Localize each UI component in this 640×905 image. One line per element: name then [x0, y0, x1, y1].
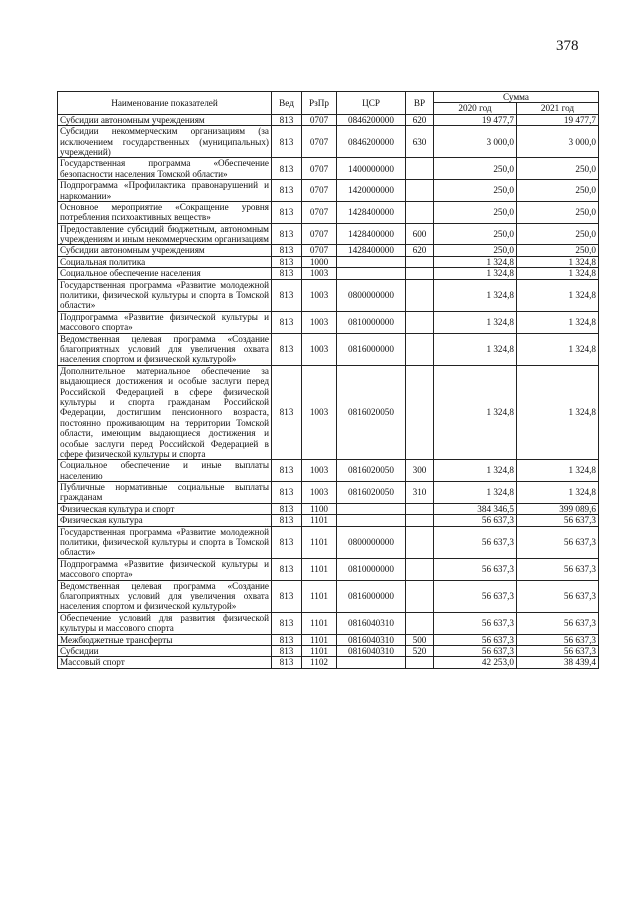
cell-csr: 0816020050 [337, 482, 406, 504]
header-vr: ВР [406, 92, 434, 115]
cell-name: Массовый спорт [58, 657, 272, 668]
cell-amount-2020: 250,0 [434, 201, 517, 223]
cell-name: Подпрограмма «Развитие физической культуры и массового спорта» [58, 558, 272, 580]
cell-amount-2021: 250,0 [517, 201, 599, 223]
cell-ved: 813 [272, 580, 302, 612]
table-row [58, 612, 599, 634]
table-row [58, 245, 599, 256]
cell-rzpr: 0707 [302, 223, 337, 245]
cell-rzpr: 0707 [302, 158, 337, 180]
cell-amount-2021: 56 637,3 [517, 515, 599, 526]
cell-ved: 813 [272, 126, 302, 158]
cell-vr [406, 279, 434, 311]
cell-csr [337, 268, 406, 279]
cell-ved: 813 [272, 201, 302, 223]
cell-ved: 813 [272, 279, 302, 311]
cell-vr [406, 580, 434, 612]
cell-amount-2020: 1 324,8 [434, 365, 517, 460]
cell-name: Подпрограмма «Профилактика правонарушений и наркомании» [58, 180, 272, 202]
cell-amount-2020: 56 637,3 [434, 515, 517, 526]
cell-ved: 813 [272, 558, 302, 580]
cell-ved: 813 [272, 180, 302, 202]
cell-amount-2020: 1 324,8 [434, 256, 517, 267]
cell-amount-2021: 19 477,7 [517, 114, 599, 125]
cell-ved: 813 [272, 612, 302, 634]
cell-vr [406, 333, 434, 365]
cell-rzpr: 1003 [302, 333, 337, 365]
cell-amount-2020: 56 637,3 [434, 612, 517, 634]
cell-rzpr: 1102 [302, 657, 337, 668]
cell-vr [406, 612, 434, 634]
cell-rzpr: 1101 [302, 515, 337, 526]
table-row [58, 657, 599, 668]
cell-rzpr: 1000 [302, 256, 337, 267]
cell-rzpr: 0707 [302, 245, 337, 256]
cell-csr: 0846200000 [337, 126, 406, 158]
header-year-2021: 2021 год [517, 103, 599, 114]
cell-amount-2020: 250,0 [434, 245, 517, 256]
table-row [58, 180, 599, 202]
cell-amount-2020: 56 637,3 [434, 558, 517, 580]
cell-vr: 620 [406, 245, 434, 256]
cell-csr [337, 503, 406, 514]
cell-amount-2021: 1 324,8 [517, 279, 599, 311]
cell-ved: 813 [272, 460, 302, 482]
cell-vr [406, 558, 434, 580]
header-csr: ЦСР [337, 92, 406, 115]
cell-ved: 813 [272, 515, 302, 526]
cell-amount-2020: 1 324,8 [434, 482, 517, 504]
cell-ved: 813 [272, 657, 302, 668]
cell-csr: 1420000000 [337, 180, 406, 202]
cell-rzpr: 1101 [302, 612, 337, 634]
table-row [58, 311, 599, 333]
cell-amount-2020: 42 253,0 [434, 657, 517, 668]
header-name: Наименование показателей [58, 92, 272, 115]
cell-rzpr: 1101 [302, 580, 337, 612]
cell-name: Государственная программа «Развитие молодежной политики, физической культуры и спорта в Томской области» [58, 526, 272, 558]
cell-rzpr: 1003 [302, 268, 337, 279]
cell-rzpr: 1003 [302, 311, 337, 333]
header-sum: Сумма [434, 92, 599, 103]
cell-amount-2021: 250,0 [517, 223, 599, 245]
cell-amount-2021: 1 324,8 [517, 365, 599, 460]
cell-amount-2021: 1 324,8 [517, 311, 599, 333]
cell-vr [406, 515, 434, 526]
table-row [58, 558, 599, 580]
cell-name: Публичные нормативные социальные выплаты гражданам [58, 482, 272, 504]
cell-rzpr: 1101 [302, 634, 337, 645]
cell-csr: 0816040310 [337, 612, 406, 634]
cell-name: Социальное обеспечение и иные выплаты населению [58, 460, 272, 482]
cell-rzpr: 1101 [302, 526, 337, 558]
table-row [58, 268, 599, 279]
table-row [58, 482, 599, 504]
cell-csr: 0810000000 [337, 311, 406, 333]
cell-ved: 813 [272, 482, 302, 504]
cell-amount-2020: 250,0 [434, 223, 517, 245]
cell-vr [406, 180, 434, 202]
cell-ved: 813 [272, 526, 302, 558]
cell-rzpr: 0707 [302, 126, 337, 158]
cell-amount-2021: 56 637,3 [517, 645, 599, 656]
cell-amount-2021: 250,0 [517, 245, 599, 256]
cell-rzpr: 1003 [302, 279, 337, 311]
cell-vr: 600 [406, 223, 434, 245]
cell-csr: 0816000000 [337, 580, 406, 612]
header-ved: Вед [272, 92, 302, 115]
cell-csr: 0816040310 [337, 634, 406, 645]
cell-amount-2020: 19 477,7 [434, 114, 517, 125]
cell-name: Ведомственная целевая программа «Создание благоприятных условий для увеличения охвата населения спортом и физической культурой» [58, 580, 272, 612]
cell-vr [406, 311, 434, 333]
cell-csr: 1428400000 [337, 223, 406, 245]
cell-amount-2020: 1 324,8 [434, 460, 517, 482]
cell-csr: 0816020050 [337, 365, 406, 460]
cell-name: Социальное обеспечение населения [58, 268, 272, 279]
cell-csr: 0810000000 [337, 558, 406, 580]
cell-csr: 0816000000 [337, 333, 406, 365]
cell-name: Основное мероприятие «Сокращение уровня потребления психоактивных веществ» [58, 201, 272, 223]
cell-name: Субсидии автономным учреждениям [58, 114, 272, 125]
cell-amount-2021: 3 000,0 [517, 126, 599, 158]
cell-name: Государственная программа «Обеспечение безопасности населения Томской области» [58, 158, 272, 180]
table-row [58, 365, 599, 460]
table-row [58, 634, 599, 645]
cell-amount-2021: 1 324,8 [517, 256, 599, 267]
cell-amount-2020: 56 637,3 [434, 634, 517, 645]
cell-vr [406, 503, 434, 514]
cell-amount-2021: 56 637,3 [517, 634, 599, 645]
cell-rzpr: 1101 [302, 645, 337, 656]
cell-rzpr: 1003 [302, 365, 337, 460]
cell-csr [337, 256, 406, 267]
cell-amount-2020: 1 324,8 [434, 279, 517, 311]
cell-vr [406, 268, 434, 279]
cell-vr: 620 [406, 114, 434, 125]
table-row [58, 114, 599, 125]
cell-vr [406, 256, 434, 267]
cell-csr: 1428400000 [337, 245, 406, 256]
cell-csr: 0816040310 [337, 645, 406, 656]
cell-name: Субсидии некоммерческим организациям (за исключением государственных (муниципальных) учреждений) [58, 126, 272, 158]
cell-csr [337, 657, 406, 668]
budget-table [57, 91, 599, 669]
table-row [58, 526, 599, 558]
cell-rzpr: 1101 [302, 558, 337, 580]
cell-name: Физическая культура [58, 515, 272, 526]
cell-vr [406, 526, 434, 558]
header-rzpr: РзПр [302, 92, 337, 115]
cell-vr [406, 201, 434, 223]
cell-ved: 813 [272, 223, 302, 245]
cell-rzpr: 0707 [302, 114, 337, 125]
cell-ved: 813 [272, 503, 302, 514]
table-row [58, 256, 599, 267]
cell-rzpr: 1003 [302, 482, 337, 504]
table-row [58, 580, 599, 612]
cell-rzpr: 1100 [302, 503, 337, 514]
cell-name: Подпрограмма «Развитие физической культуры и массового спорта» [58, 311, 272, 333]
cell-vr [406, 365, 434, 460]
cell-amount-2020: 384 346,5 [434, 503, 517, 514]
cell-name: Межбюджетные трансферты [58, 634, 272, 645]
cell-amount-2020: 56 637,3 [434, 526, 517, 558]
cell-ved: 813 [272, 365, 302, 460]
cell-csr [337, 515, 406, 526]
cell-csr: 0800000000 [337, 526, 406, 558]
cell-amount-2021: 1 324,8 [517, 460, 599, 482]
table-row [58, 333, 599, 365]
cell-rzpr: 0707 [302, 201, 337, 223]
cell-ved: 813 [272, 245, 302, 256]
cell-csr: 0816020050 [337, 460, 406, 482]
cell-amount-2021: 38 439,4 [517, 657, 599, 668]
cell-amount-2020: 3 000,0 [434, 126, 517, 158]
cell-amount-2021: 1 324,8 [517, 268, 599, 279]
cell-amount-2021: 250,0 [517, 158, 599, 180]
table-row [58, 279, 599, 311]
cell-name: Государственная программа «Развитие молодежной политики, физической культуры и спорта в Томской области» [58, 279, 272, 311]
cell-ved: 813 [272, 158, 302, 180]
cell-amount-2020: 56 637,3 [434, 580, 517, 612]
cell-csr: 0846200000 [337, 114, 406, 125]
table-row [58, 503, 599, 514]
cell-amount-2021: 250,0 [517, 180, 599, 202]
cell-ved: 813 [272, 311, 302, 333]
cell-amount-2020: 1 324,8 [434, 333, 517, 365]
cell-ved: 813 [272, 645, 302, 656]
cell-amount-2020: 56 637,3 [434, 645, 517, 656]
cell-ved: 813 [272, 333, 302, 365]
header-year-2020: 2020 год [434, 103, 517, 114]
cell-ved: 813 [272, 114, 302, 125]
table-row [58, 460, 599, 482]
cell-amount-2020: 250,0 [434, 158, 517, 180]
cell-ved: 813 [272, 256, 302, 267]
cell-csr: 0800000000 [337, 279, 406, 311]
cell-ved: 813 [272, 634, 302, 645]
cell-csr: 1428400000 [337, 201, 406, 223]
table-row [58, 126, 599, 158]
cell-name: Дополнительное материальное обеспечение за выдающиеся достижения и особые заслуги перед Российской Федерацией в сфере физической культуры и спорта гражданам Российской Федерации, достигшим пенсионного возраста, постоянно проживающим на территории Томской области, имеющим выдающиеся достижения и особые заслуги перед Российской Федерацией в сфере физической культуры и спорта [58, 365, 272, 460]
cell-vr [406, 158, 434, 180]
cell-name: Субсидии автономным учреждениям [58, 245, 272, 256]
table-row [58, 158, 599, 180]
cell-amount-2020: 250,0 [434, 180, 517, 202]
table-row [58, 201, 599, 223]
table-row [58, 223, 599, 245]
cell-amount-2021: 399 089,6 [517, 503, 599, 514]
cell-amount-2021: 1 324,8 [517, 482, 599, 504]
cell-name: Обеспечение условий для развития физической культуры и массового спорта [58, 612, 272, 634]
cell-vr: 300 [406, 460, 434, 482]
cell-amount-2021: 56 637,3 [517, 612, 599, 634]
cell-vr: 500 [406, 634, 434, 645]
cell-name: Физическая культура и спорт [58, 503, 272, 514]
cell-name: Социальная политика [58, 256, 272, 267]
cell-ved: 813 [272, 268, 302, 279]
cell-vr [406, 657, 434, 668]
cell-vr: 310 [406, 482, 434, 504]
cell-amount-2021: 56 637,3 [517, 526, 599, 558]
table-body [58, 114, 599, 668]
cell-name: Субсидии [58, 645, 272, 656]
cell-name: Ведомственная целевая программа «Создание благоприятных условий для увеличения охвата населения спортом и физической культурой» [58, 333, 272, 365]
cell-vr: 520 [406, 645, 434, 656]
cell-csr: 1400000000 [337, 158, 406, 180]
cell-amount-2020: 1 324,8 [434, 311, 517, 333]
cell-rzpr: 1003 [302, 460, 337, 482]
cell-name: Предоставление субсидий бюджетным, автономным учреждениям и иным некоммерческим организациям [58, 223, 272, 245]
table-header [58, 92, 599, 115]
page-number: 378 [556, 38, 579, 54]
cell-rzpr: 0707 [302, 180, 337, 202]
cell-vr: 630 [406, 126, 434, 158]
cell-amount-2021: 56 637,3 [517, 558, 599, 580]
cell-amount-2020: 1 324,8 [434, 268, 517, 279]
table-row [58, 515, 599, 526]
cell-amount-2021: 1 324,8 [517, 333, 599, 365]
cell-amount-2021: 56 637,3 [517, 580, 599, 612]
table-row [58, 645, 599, 656]
